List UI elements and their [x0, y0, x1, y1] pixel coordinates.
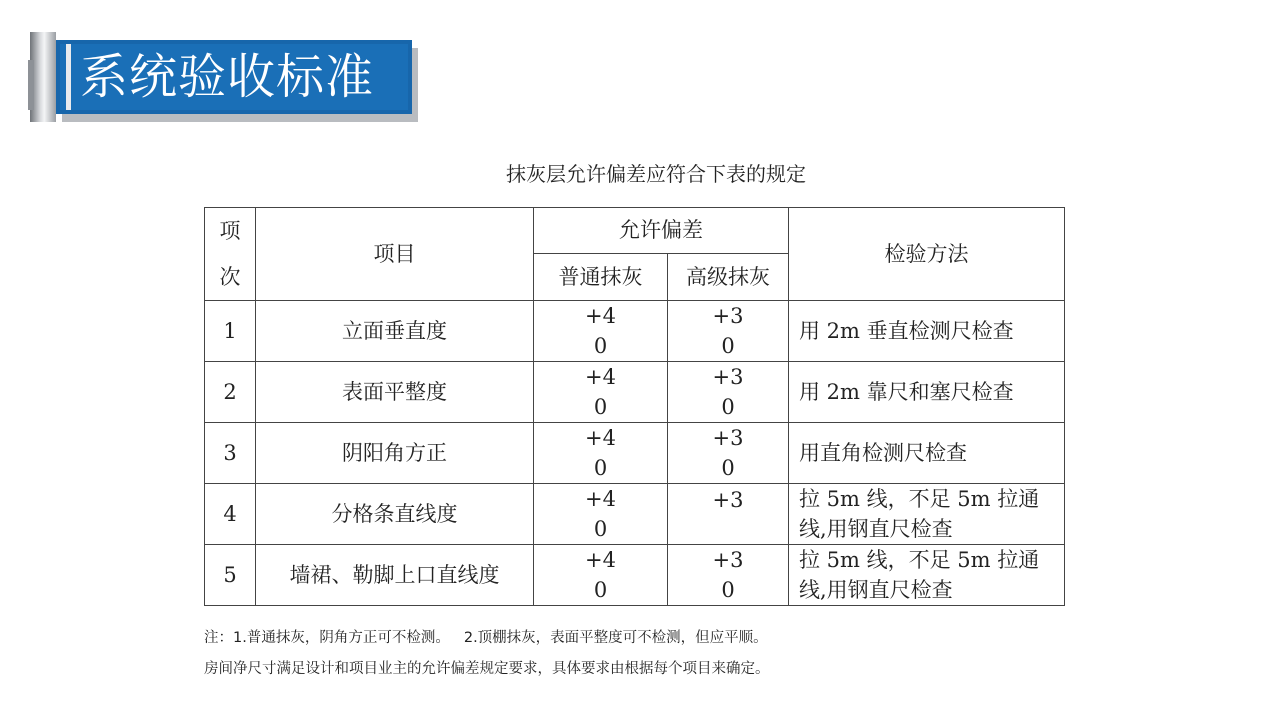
- header-seq-line2: 次: [219, 265, 241, 289]
- row-seq: 3: [205, 423, 256, 484]
- table-note-1b: 2.顶棚抹灰，表面平整度可不检测，但应平顺。: [463, 630, 768, 646]
- row-advanced: [668, 362, 789, 423]
- row-normal-upper: +4: [585, 365, 616, 389]
- table-row: [205, 301, 1065, 362]
- table-note-1: [204, 626, 768, 647]
- table-row: [205, 423, 1065, 484]
- header-method: 检验方法: [789, 208, 1065, 301]
- row-method-line1: 用直角检测尺检查: [799, 441, 967, 465]
- title-banner-scroll-cap: [28, 60, 34, 110]
- row-normal-upper: +4: [585, 426, 616, 450]
- header-item: 项目: [256, 208, 534, 301]
- row-normal-upper: +4: [585, 487, 616, 511]
- row-item: 墙裙、勒脚上口直线度: [256, 545, 534, 606]
- row-seq: 4: [205, 484, 256, 545]
- row-advanced: [668, 301, 789, 362]
- table-note-1a: 注：1.普通抹灰，阴角方正可不检测。: [204, 630, 450, 646]
- table-caption: 抹灰层允许偏差应符合下表的规定: [506, 162, 806, 186]
- row-method-line1: 用 2m 靠尺和塞尺检查: [799, 380, 1014, 404]
- row-normal: [534, 301, 668, 362]
- row-method: [789, 545, 1065, 606]
- row-method: [789, 423, 1065, 484]
- row-method-line2: 线,用钢直尺检查: [799, 578, 953, 602]
- row-normal-lower: 0: [593, 578, 608, 602]
- row-method: [789, 301, 1065, 362]
- row-advanced-lower: 0: [721, 395, 735, 419]
- row-normal: [534, 362, 668, 423]
- row-item: 阴阳角方正: [256, 423, 534, 484]
- header-seq: [205, 208, 256, 301]
- tolerance-table: [204, 207, 1065, 606]
- row-advanced: [668, 545, 789, 606]
- row-method: [789, 362, 1065, 423]
- row-advanced-lower: 0: [721, 456, 735, 480]
- row-method: [789, 484, 1065, 545]
- row-normal-lower: 0: [593, 517, 608, 541]
- row-normal: [534, 423, 668, 484]
- row-advanced-lower: 0: [721, 334, 735, 358]
- row-method-line1: 拉 5m 线，不足 5m 拉通: [799, 548, 1040, 572]
- row-normal-upper: +4: [585, 304, 616, 328]
- row-advanced-upper: +3: [712, 365, 744, 389]
- row-item: 分格条直线度: [256, 484, 534, 545]
- row-seq: 2: [205, 362, 256, 423]
- row-normal: [534, 484, 668, 545]
- table-note-2: 房间净尺寸满足设计和项目业主的允许偏差规定要求，具体要求由根据每个项目来确定。: [204, 661, 770, 677]
- table-row: [205, 545, 1065, 606]
- row-normal-lower: 0: [593, 456, 608, 480]
- row-advanced-upper: +3: [712, 304, 744, 328]
- row-item: 表面平整度: [256, 362, 534, 423]
- header-normal: 普通抹灰: [534, 253, 668, 300]
- row-normal-upper: +4: [585, 548, 616, 572]
- row-item: 立面垂直度: [256, 301, 534, 362]
- row-method-line2: 线,用钢直尺检查: [799, 517, 953, 541]
- row-normal-lower: 0: [593, 334, 608, 358]
- row-seq: 1: [205, 301, 256, 362]
- row-advanced-upper: +3: [712, 426, 744, 450]
- header-seq-line1: 项: [219, 219, 241, 243]
- header-advanced: 高级抹灰: [668, 253, 789, 300]
- row-advanced-upper: +3: [712, 548, 744, 572]
- header-tolerance: 允许偏差: [534, 208, 789, 254]
- row-advanced: [668, 484, 789, 545]
- slide-title: 系统验收标准: [80, 49, 375, 105]
- row-method-line1: 用 2m 垂直检测尺检查: [799, 319, 1014, 343]
- row-normal: [534, 545, 668, 606]
- table-row: [205, 484, 1065, 545]
- row-seq: 5: [205, 545, 256, 606]
- row-method-line1: 拉 5m 线，不足 5m 拉通: [799, 487, 1040, 511]
- row-advanced-lower: 0: [721, 578, 735, 602]
- table-row: [205, 362, 1065, 423]
- row-advanced: [668, 423, 789, 484]
- row-normal-lower: 0: [593, 395, 608, 419]
- row-advanced-upper: +3: [712, 488, 744, 512]
- title-banner-edge: [66, 44, 71, 110]
